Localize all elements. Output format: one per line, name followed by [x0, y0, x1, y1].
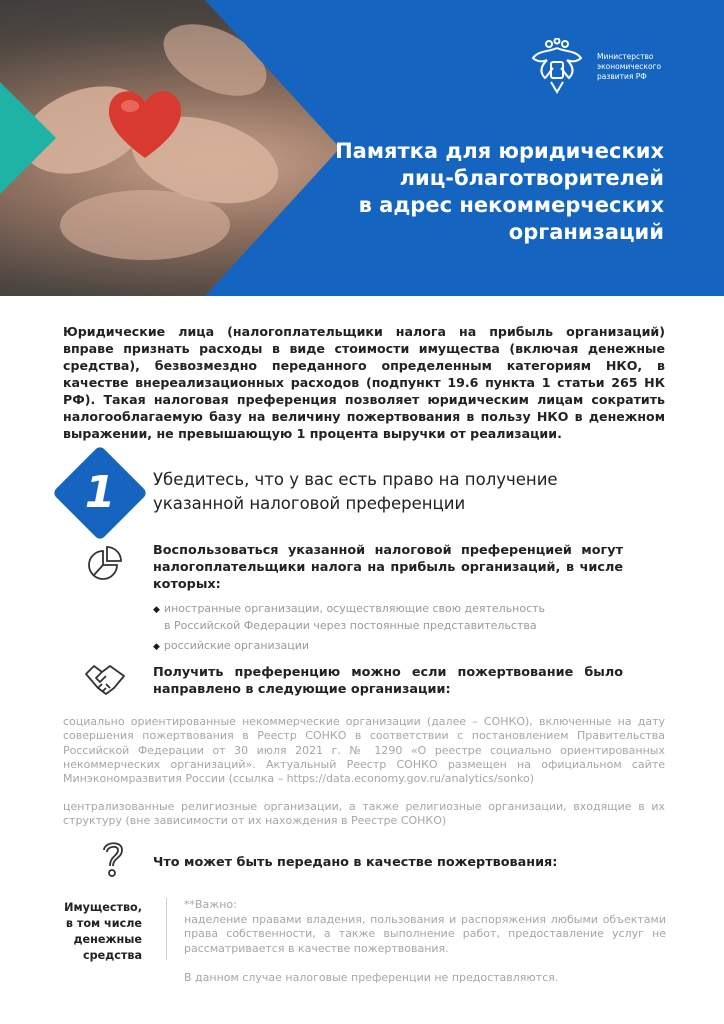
heart-icon — [104, 84, 186, 162]
label-line: средства — [82, 949, 142, 962]
question-icon — [98, 838, 128, 880]
title-line: лиц-благотворителей — [399, 166, 664, 190]
title-line: в адрес некоммерческих — [358, 193, 664, 217]
title-line: организаций — [508, 220, 664, 244]
header-banner — [0, 0, 724, 296]
property-label — [60, 900, 142, 964]
bullet-item — [153, 601, 545, 633]
recipients-para-religious: централизованные религиозные организации, а также религиозные организации, входящие в их структуру (вне зависимости от их нахождения в Реестре СОНКО) — [63, 800, 665, 828]
pie-chart-icon — [86, 545, 124, 583]
bullet-text: иностранные организации, осуществляющие свою деятельность — [163, 602, 546, 615]
emblem-icon — [527, 38, 587, 100]
diamond-icon: ◆ — [153, 605, 160, 615]
label-line: в том числе — [65, 917, 142, 930]
ministry-line: Министерство — [597, 52, 654, 61]
handshake-icon — [84, 660, 126, 698]
step-title-line: Убедитесь, что у вас есть право на получение — [153, 470, 558, 489]
label-line: Имущество, — [64, 901, 142, 914]
ministry-line: развития РФ — [597, 72, 647, 81]
bullet-text: в Российской Федерации через постоянные представительства — [164, 619, 537, 632]
step-title — [153, 468, 633, 516]
ministry-name — [597, 52, 687, 82]
intro-paragraph: Юридические лица (налогоплательщики налога на прибыль организаций) вправе признать расходы в виде стоимости имущества (включая денежные средства), безвозмездно переданного определенным категориям НКО, в качестве внереализационных расходов (подпункт 19.6 пункта 1 статьи 265 НК РФ). Такая налоговая преференция позволяет юридическим лицам сократить налогооблагаемую базу на величину пожертвования в пользу НКО в денежном выражении, не превышающую 1 процента выручки от реализации. — [63, 324, 665, 441]
recipients-para-sonko: социально ориентированные некоммерческие организации (далее – СОНКО), включенные на дату совершения пожертвования в Реестр СОНКО в соответствии с постановлением Правительства Российской Федерации от 30 июля 2021 г. № 1290 «О реестре социально ориентированных некоммерческих организаций». Актуальный Реестр СОНКО размещен на официальном сайте Минэкономразвития России (ссылка – https://data.economy.gov.ru/analytics/sonko) — [63, 715, 665, 786]
step-number: 1 — [84, 467, 116, 518]
note-footer: В данном случае налоговые преференции не предоставляются. — [184, 971, 559, 984]
recipients-text: Получить преференцию можно если пожертвование было направлено в следующие организации: — [153, 665, 623, 697]
ministry-line: экономического — [597, 62, 662, 71]
bullet-text: российские организации — [163, 639, 310, 652]
diamond-icon: ◆ — [153, 642, 160, 652]
note-title: **Важно: — [184, 898, 237, 911]
page-title — [284, 138, 664, 246]
note-text: наделение правами владения, пользования и распоряжения любыми объектами права собственности, а также выполнение работ, предоставление услуг не рассматривается в качестве пожертвования. — [184, 913, 666, 955]
step-title-line: указанной налоговой преференции — [153, 494, 466, 513]
donation-question: Что может быть передано в качестве пожертвования: — [153, 855, 558, 870]
vertical-divider — [166, 898, 167, 960]
bullet-item — [153, 638, 309, 655]
title-line: Памятка для юридических — [335, 139, 664, 163]
eligibility-text: Воспользоваться указанной налоговой преференцией могут налогоплательщики налога на прибыль организаций, в числе которых: — [153, 543, 623, 592]
label-line: денежные — [73, 933, 142, 946]
